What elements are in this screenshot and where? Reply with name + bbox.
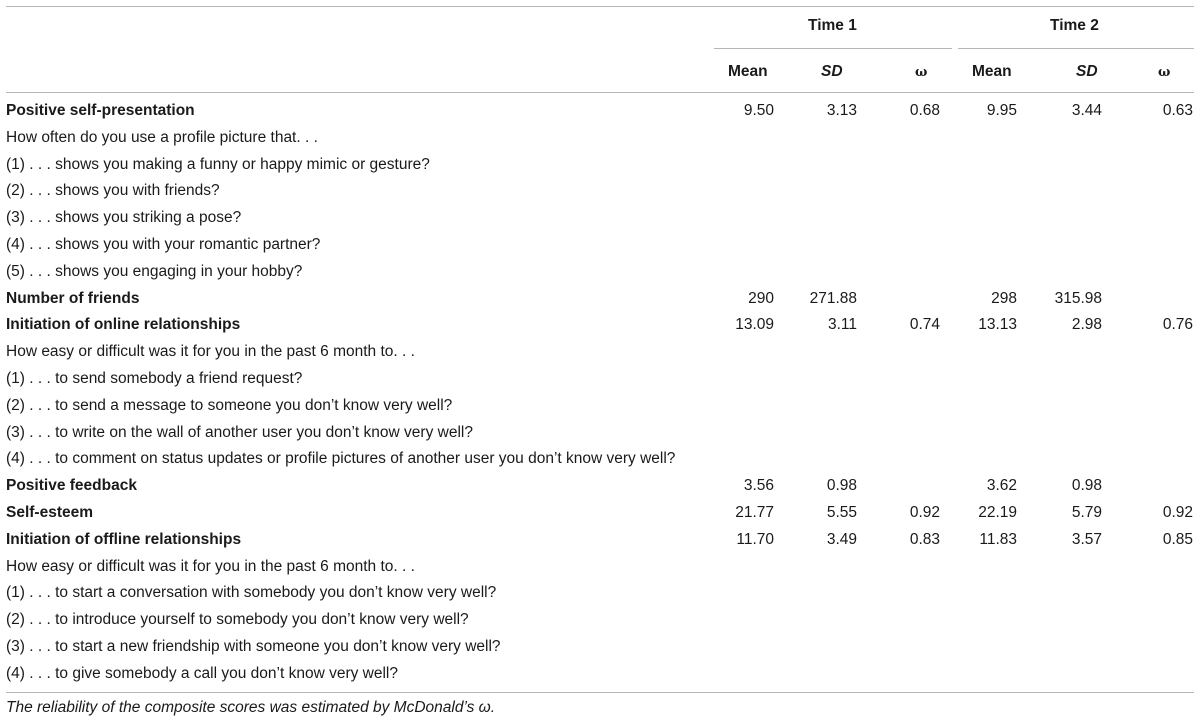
omega-header-time2: ω: [1158, 65, 1171, 80]
row-item-text: How easy or difficult was it for you in the past 6 month to. . .: [6, 558, 415, 575]
value-sd2: 2.98: [1071, 316, 1102, 333]
row-heading: Initiation of online relationships: [6, 316, 241, 333]
value-m2: 13.13: [978, 316, 1017, 333]
value-sd2: 3.57: [1071, 531, 1102, 548]
value-w2: 0.85: [1162, 531, 1193, 548]
row-item-text: (2) . . . to send a message to someone you don’t know very well?: [6, 397, 453, 414]
sd-header-time1: SD: [821, 63, 843, 80]
value-m2: 298: [991, 290, 1017, 307]
row-heading: Number of friends: [6, 290, 140, 307]
row-item-text: (2) . . . shows you with friends?: [6, 182, 220, 199]
table-footnote: The reliability of the composite scores was estimated by McDonald’s ω.: [6, 699, 496, 716]
value-sd2: 0.98: [1071, 477, 1102, 494]
value-sd1: 3.11: [827, 316, 857, 333]
row-item-text: (4) . . . to comment on status updates or profile pictures of another user you don’t know very well?: [6, 450, 676, 467]
value-w2: 0.92: [1162, 504, 1193, 521]
sd-header-time2: SD: [1076, 63, 1098, 80]
row-item-text: (1) . . . to start a conversation with somebody you don’t know very well?: [6, 584, 497, 601]
value-sd2: 3.44: [1071, 102, 1102, 119]
value-sd1: 271.88: [809, 290, 857, 307]
value-sd1: 3.49: [826, 531, 857, 548]
row-heading: Positive self-presentation: [6, 102, 195, 119]
value-m2: 9.95: [986, 102, 1017, 119]
row-item-text: (3) . . . to write on the wall of another user you don’t know very well?: [6, 424, 473, 441]
row-item-text: (1) . . . shows you making a funny or happy mimic or gesture?: [6, 156, 430, 173]
value-m1: 21.77: [735, 504, 774, 521]
row-item-text: (3) . . . to start a new friendship with someone you don’t know very well?: [6, 638, 501, 655]
row-item-text: (4) . . . shows you with your romantic partner?: [6, 236, 321, 253]
value-sd1: 3.13: [826, 102, 857, 119]
time2-underline: [958, 48, 1194, 49]
value-sd1: 0.98: [826, 477, 857, 494]
row-heading: Positive feedback: [6, 477, 137, 494]
top-rule: [6, 6, 1194, 7]
row-item-text: (5) . . . shows you engaging in your hobby?: [6, 263, 303, 280]
time1-header: Time 1: [808, 17, 857, 34]
time1-underline: [714, 48, 952, 49]
value-w2: 0.76: [1162, 316, 1193, 333]
value-m2: 11.83: [979, 531, 1017, 548]
value-w1: 0.92: [909, 504, 940, 521]
row-item-text: (3) . . . shows you striking a pose?: [6, 209, 242, 226]
bottom-rule: [6, 692, 1194, 693]
value-w1: 0.68: [909, 102, 940, 119]
row-item-text: How often do you use a profile picture that. . .: [6, 129, 318, 146]
value-w1: 0.83: [909, 531, 940, 548]
value-sd2: 5.79: [1071, 504, 1102, 521]
row-item-text: (4) . . . to give somebody a call you don’t know very well?: [6, 665, 398, 682]
value-m1: 9.50: [743, 102, 774, 119]
row-item-text: (1) . . . to send somebody a friend request?: [6, 370, 303, 387]
value-m1: 13.09: [735, 316, 774, 333]
omega-header-time1: ω: [915, 65, 928, 80]
value-w2: 0.63: [1162, 102, 1193, 119]
row-heading: Initiation of offline relationships: [6, 531, 242, 548]
value-m2: 3.62: [986, 477, 1017, 494]
value-m1: 290: [748, 290, 774, 307]
row-item-text: How easy or difficult was it for you in the past 6 month to. . .: [6, 343, 415, 360]
value-sd1: 5.55: [826, 504, 857, 521]
value-sd2: 315.98: [1054, 290, 1102, 307]
row-heading: Self-esteem: [6, 504, 94, 521]
header-rule: [6, 92, 1194, 93]
row-item-text: (2) . . . to introduce yourself to somebody you don’t know very well?: [6, 611, 469, 628]
value-m1: 3.56: [743, 477, 774, 494]
value-m2: 22.19: [978, 504, 1017, 521]
mean-header-time2: Mean: [972, 63, 1012, 80]
value-m1: 11.70: [736, 531, 774, 548]
mean-header-time1: Mean: [728, 63, 768, 80]
value-w1: 0.74: [909, 316, 940, 333]
time2-header: Time 2: [1050, 17, 1099, 34]
